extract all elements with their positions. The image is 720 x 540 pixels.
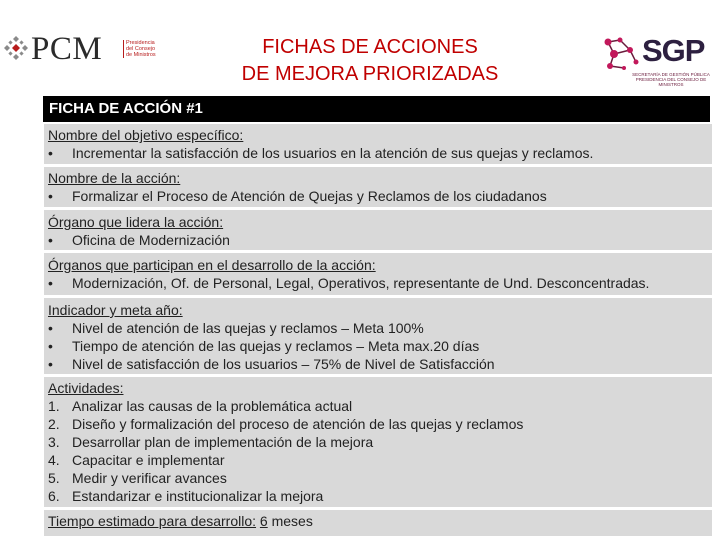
bullet-item — [48, 319, 708, 337]
bullet-marker: • — [48, 232, 53, 248]
item-number: 6. — [48, 488, 60, 504]
bullet-marker: • — [48, 356, 53, 372]
pcm-subtitle-line: de Ministros — [126, 52, 156, 58]
item-text: Capacitar e implementar — [72, 452, 225, 468]
bullet-item — [48, 231, 708, 249]
section-objective — [44, 124, 712, 164]
sgp-subtitle-line: SECRETARÍA DE GESTIÓN PÚBLICA — [632, 72, 710, 77]
time-estimate-unit: meses — [271, 513, 313, 529]
item-text: Nivel de atención de las quejas y reclamos – Meta 100% — [72, 320, 424, 336]
numbered-item — [48, 469, 708, 487]
item-text: Nivel de satisfacción de los usuarios – 75% de Nivel de Satisfacción — [72, 356, 495, 372]
bullet-marker: • — [48, 275, 53, 291]
bullet-item — [48, 274, 708, 292]
item-number: 4. — [48, 452, 60, 468]
bullet-item — [48, 144, 708, 162]
bullet-item — [48, 355, 708, 373]
item-text: Diseño y formalización del proceso de atención de las quejas y reclamos — [72, 416, 524, 432]
pcm-logo-text: PCM — [31, 31, 103, 67]
pcm-subtitle-line: Presidencia — [126, 40, 155, 46]
time-estimate-value: 6 — [259, 513, 268, 529]
pcm-logo — [0, 30, 170, 70]
page-title-line-2: DE MEJORA PRIORIZADAS — [241, 63, 499, 85]
section-indicators — [44, 298, 712, 374]
bullet-item — [48, 337, 708, 355]
section-label: Nombre de la acción: — [48, 170, 181, 186]
pcm-logo-subtitle — [123, 40, 170, 58]
section-activities — [44, 377, 712, 507]
numbered-item — [48, 451, 708, 469]
page-title-line-1: FICHAS DE ACCIONES — [262, 36, 478, 58]
section-participating-organs — [44, 253, 712, 295]
section-label: Órganos que participan en el desarrollo de la acción: — [48, 257, 376, 273]
bullet-item — [48, 187, 708, 205]
numbered-item — [48, 415, 708, 433]
item-text: Formalizar el Proceso de Atención de Quejas y Reclamos de los ciudadanos — [72, 188, 547, 204]
numbered-item — [48, 433, 708, 451]
sgp-logo-subtitle — [624, 72, 718, 87]
section-label: Indicador y meta año: — [48, 302, 183, 318]
item-text: Modernización, Of. de Personal, Legal, Operativos, representante de Und. Desconcentradas. — [72, 275, 650, 291]
card-header — [43, 96, 710, 122]
item-number: 1. — [48, 398, 60, 414]
pcm-subtitle-line: del Consejo — [126, 46, 156, 52]
bullet-marker: • — [48, 320, 53, 336]
section-time-estimate — [44, 510, 712, 536]
sgp-logo-text: SGP — [642, 33, 705, 68]
card-title: FICHA DE ACCIÓN #1 — [49, 100, 203, 117]
item-text: Oficina de Modernización — [72, 232, 230, 248]
section-action-name — [44, 167, 712, 207]
numbered-item — [48, 487, 708, 505]
item-text: Desarrollar plan de implementación de la mejora — [72, 434, 374, 450]
bullet-marker: • — [48, 188, 53, 204]
item-text: Tiempo de atención de las quejas y reclamos – Meta max.20 días — [72, 338, 480, 354]
page-title — [185, 34, 555, 88]
sgp-subtitle-line: PRESIDENCIA DEL CONSEJO DE MINISTROS — [635, 77, 707, 87]
bullet-marker: • — [48, 338, 53, 354]
item-number: 3. — [48, 434, 60, 450]
section-label: Nombre del objetivo específico: — [48, 127, 244, 143]
numbered-item — [48, 397, 708, 415]
section-label: Órgano que lidera la acción: — [48, 214, 224, 230]
section-label: Actividades: — [48, 380, 124, 396]
pcm-emblem-icon — [4, 36, 28, 60]
time-estimate-label: Tiempo estimado para desarrollo: — [48, 513, 257, 529]
item-text: Medir y verificar avances — [72, 470, 227, 486]
bullet-marker: • — [48, 145, 53, 161]
item-text: Estandarizar e institucionalizar la mejora — [72, 488, 324, 504]
item-text: Analizar las causas de la problemática actual — [72, 398, 353, 414]
item-text: Incrementar la satisfacción de los usuarios en la atención de sus quejas y reclamos. — [72, 145, 594, 161]
sgp-logo — [598, 30, 720, 90]
section-lead-organ — [44, 210, 712, 250]
item-number: 2. — [48, 416, 60, 432]
item-number: 5. — [48, 470, 60, 486]
sgp-network-icon — [600, 32, 644, 76]
